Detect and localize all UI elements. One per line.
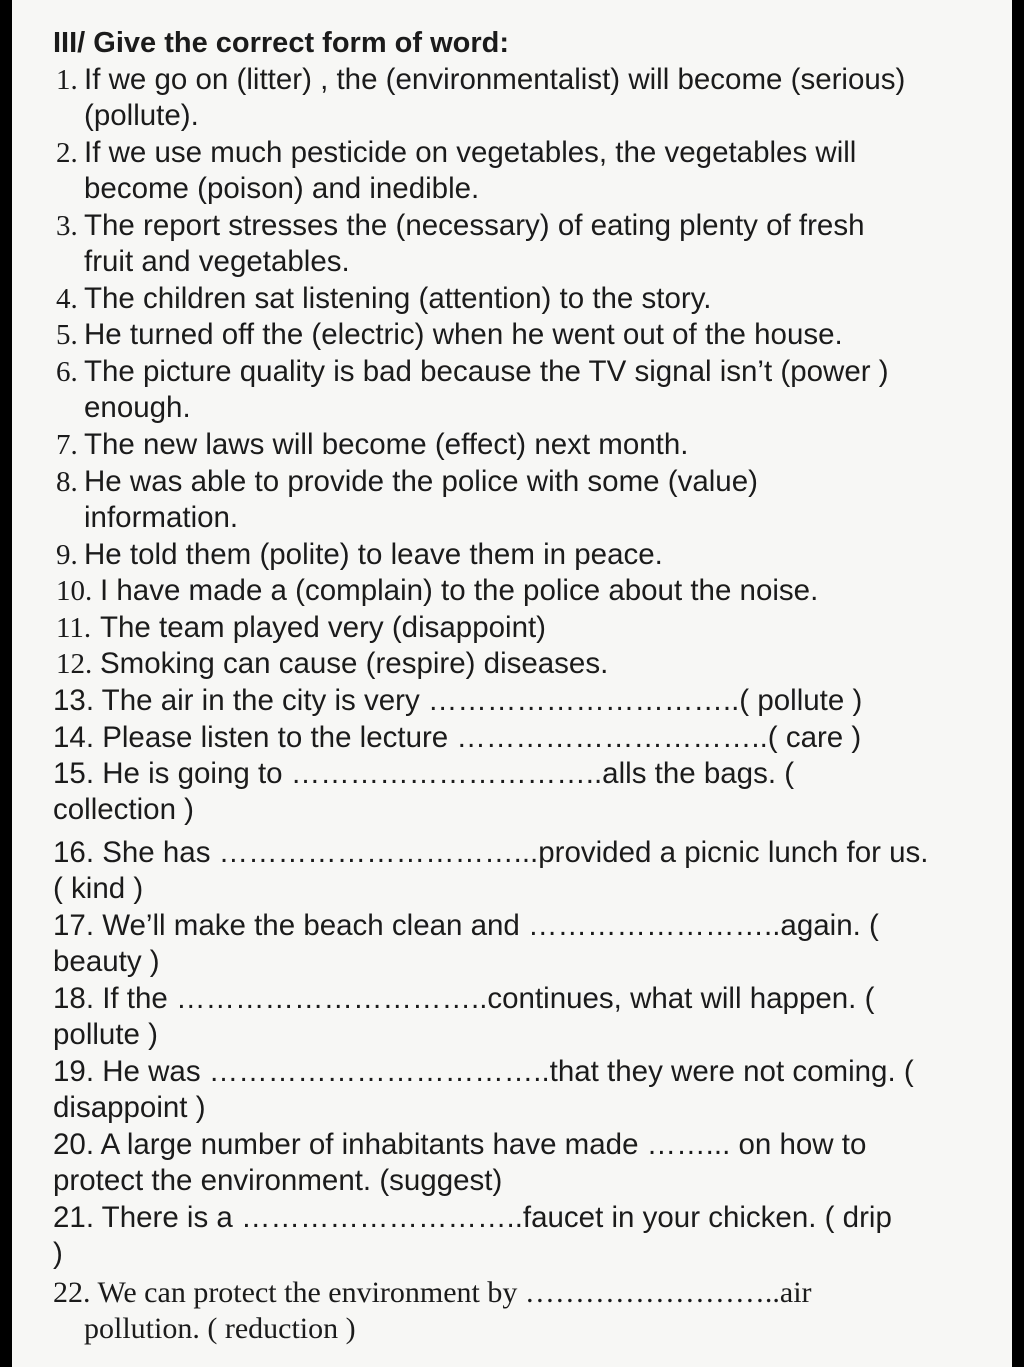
item-22-line-1: 22. We can protect the environment by ……………………..air: [53, 1276, 812, 1309]
item-1-number: 1.: [56, 64, 78, 96]
item-10-line-1: I have made a (complain) to the police about the noise.: [100, 574, 819, 607]
item-11-number: 11.: [56, 612, 92, 644]
item-14-line-1: 14. Please listen to the lecture …………………………..( care ): [53, 721, 862, 754]
item-15-line-1: 15. He is going to …………………………..alls the bags. (: [53, 757, 795, 790]
item-18-line-1: 18. If the …………………………..continues, what will happen. (: [53, 982, 875, 1015]
item-4-number: 4.: [56, 283, 78, 315]
item-3-line-2: fruit and vegetables.: [84, 245, 350, 278]
item-2-line-2: become (poison) and inedible.: [84, 172, 480, 205]
item-8-line-2: information.: [84, 501, 239, 534]
item-8-number: 8.: [56, 466, 78, 498]
item-4-line-1: The children sat listening (attention) to the story.: [84, 282, 712, 315]
item-6-line-2: enough.: [84, 391, 191, 424]
item-6-number: 6.: [56, 356, 78, 388]
item-21-line-1: 21. There is a ………………………..faucet in your chicken. ( drip: [53, 1201, 892, 1234]
item-16-line-1: 16. She has …………………………...provided a picnic lunch for us.: [53, 836, 929, 869]
item-1-line-2: (pollute).: [84, 99, 199, 132]
item-5-line-1: He turned off the (electric) when he went out of the house.: [84, 318, 843, 351]
item-2-number: 2.: [56, 137, 78, 169]
item-6-line-1: The picture quality is bad because the TV signal isn’t (power ): [84, 355, 889, 388]
item-21-line-2: ): [53, 1237, 63, 1270]
item-10-number: 10.: [56, 575, 93, 607]
worksheet-title: III/ Give the correct form of word:: [53, 27, 510, 59]
item-3-number: 3.: [56, 210, 78, 242]
item-13-line-1: 13. The air in the city is very …………………………..( pollute ): [53, 684, 863, 717]
item-16-line-2: ( kind ): [53, 872, 144, 905]
item-20-line-1: 20. A large number of inhabitants have made ……... on how to: [53, 1128, 867, 1161]
item-8-line-1: He was able to provide the police with some (value): [84, 465, 758, 498]
item-5-number: 5.: [56, 319, 78, 351]
item-11-line-1: The team played very (disappoint): [100, 611, 547, 644]
item-7-line-1: The new laws will become (effect) next month.: [84, 428, 689, 461]
item-1-line-1: If we go on (litter) , the (environmentalist) will become (serious): [84, 63, 906, 96]
item-22-line-2: pollution. ( reduction ): [84, 1312, 356, 1345]
item-15-line-2: collection ): [53, 793, 195, 826]
item-12-line-1: Smoking can cause (respire) diseases.: [100, 647, 609, 680]
item-19-line-2: disappoint ): [53, 1091, 206, 1124]
item-9-line-1: He told them (polite) to leave them in peace.: [84, 538, 663, 571]
item-12-number: 12.: [56, 648, 93, 680]
item-20-line-2: protect the environment. (suggest): [53, 1164, 503, 1197]
worksheet-page: [12, 0, 1012, 1367]
item-17-line-1: 17. We’ll make the beach clean and ……………………..again. (: [53, 909, 879, 942]
item-17-line-2: beauty ): [53, 945, 160, 978]
item-19-line-1: 19. He was ……………………………..that they were not coming. (: [53, 1055, 914, 1088]
item-7-number: 7.: [56, 429, 78, 461]
item-18-line-2: pollute ): [53, 1018, 158, 1051]
item-2-line-1: If we use much pesticide on vegetables, the vegetables will: [84, 136, 857, 169]
item-3-line-1: The report stresses the (necessary) of eating plenty of fresh: [84, 209, 865, 242]
item-9-number: 9.: [56, 539, 78, 571]
